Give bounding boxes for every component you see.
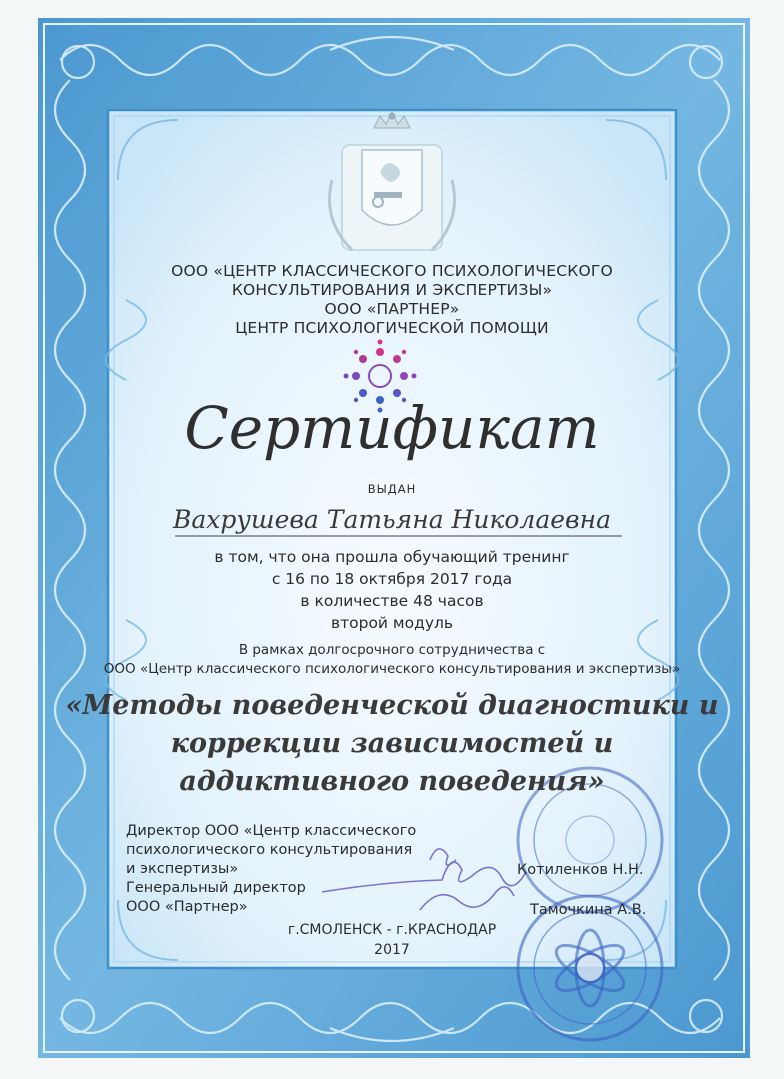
framework-line: В рамках долгосрочного сотрудничества с (238, 642, 546, 658)
statement-line: в том, что она прошла обучающий тренинг (214, 548, 570, 566)
framework-line: ООО «Центр классического психологического консультирования и экспертизы» (103, 661, 681, 677)
statement-line: в количестве 48 часов (300, 592, 484, 610)
director-line: психологического консультирования (126, 842, 413, 858)
statement-line: второй модуль (330, 614, 454, 632)
certificate-title: Сертификат (184, 394, 600, 462)
director-line: ООО «Партнер» (126, 899, 248, 915)
city-line: г.СМОЛЕНСК - г.КРАСНОДАР (287, 922, 497, 938)
org-line-1: ООО «ЦЕНТР КЛАССИЧЕСКОГО ПСИХОЛОГИЧЕСКОГО (171, 262, 613, 280)
org-line-4: ЦЕНТР ПСИХОЛОГИЧЕСКОЙ ПОМОЩИ (235, 319, 549, 337)
director-line: Генеральный директор (126, 880, 306, 896)
director-line: Директор ООО «Центр классического (126, 823, 417, 839)
statement-line: с 16 по 18 октября 2017 года (271, 570, 513, 588)
signer-2-name: Тамочкина А.В. (530, 902, 647, 918)
issued-label: ВЫДАН (367, 482, 417, 496)
course-title-line: аддиктивного поведения» (179, 766, 605, 797)
year-line: 2017 (374, 942, 410, 958)
org-line-3: ООО «ПАРТНЕР» (324, 300, 460, 318)
course-title-line: «Методы поведенческой диагностики и (65, 690, 719, 721)
director-line: и экспертизы» (126, 861, 239, 877)
course-title-line: коррекции зависимостей и (170, 728, 614, 759)
signer-1-name: Котиленков Н.Н. (517, 862, 644, 878)
org-line-2: КОНСУЛЬТИРОВАНИЯ И ЭКСПЕРТИЗЫ» (231, 281, 553, 299)
recipient-name: Вахрушева Татьяна Николаевна (173, 505, 611, 534)
